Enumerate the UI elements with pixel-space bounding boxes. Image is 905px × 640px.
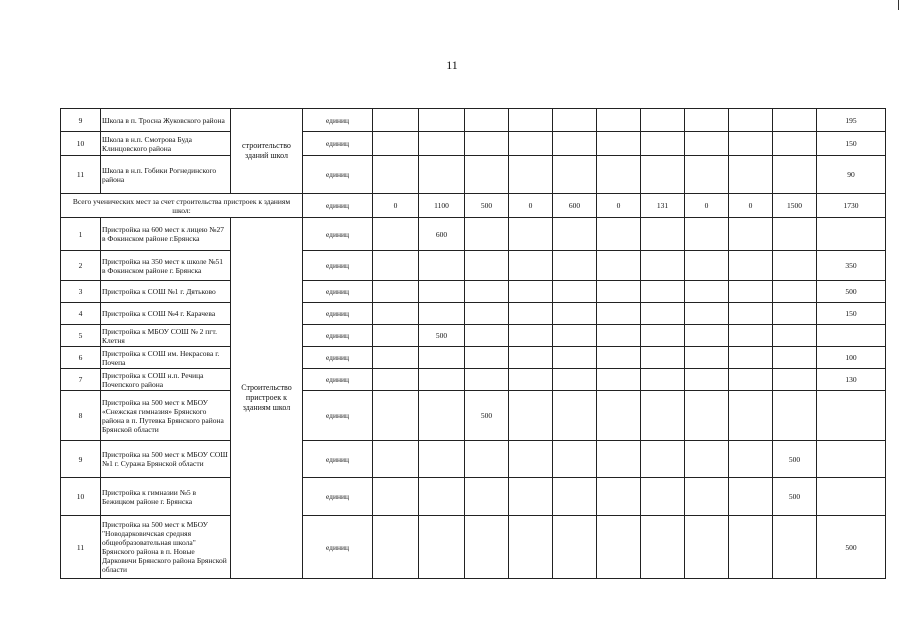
table-row — [61, 478, 886, 516]
value-cell — [509, 369, 553, 391]
row-number: 2 — [61, 251, 101, 281]
value-cell: 350 — [817, 251, 886, 281]
value-cell — [641, 347, 685, 369]
value-cell — [641, 132, 685, 156]
value-cell — [685, 156, 729, 194]
value-cell — [373, 325, 419, 347]
total-value: 1100 — [419, 194, 465, 218]
value-cell — [773, 391, 817, 441]
total-value: 0 — [509, 194, 553, 218]
value-cell — [465, 369, 509, 391]
value-cell: 500 — [419, 325, 465, 347]
value-cell — [373, 441, 419, 478]
row-number: 9 — [61, 441, 101, 478]
value-cell: 600 — [419, 218, 465, 251]
total-value: 0 — [729, 194, 773, 218]
row-number: 11 — [61, 516, 101, 579]
value-cell — [597, 391, 641, 441]
value-cell — [729, 303, 773, 325]
row-number: 1 — [61, 218, 101, 251]
value-cell — [817, 478, 886, 516]
value-cell — [419, 303, 465, 325]
object-name: Школа в н.п. Смотрова Буда Клинцовского района — [101, 132, 231, 156]
value-cell: 195 — [817, 109, 886, 132]
table-row — [61, 303, 886, 325]
object-name: Пристройка на 500 мест к МБОУ «Снежская гимназия» Брянского района в п. Путевка Брянского района Брянской области — [101, 391, 231, 441]
value-cell — [509, 347, 553, 369]
value-cell — [553, 391, 597, 441]
value-cell — [373, 156, 419, 194]
value-cell — [373, 281, 419, 303]
value-cell: 500 — [465, 391, 509, 441]
value-cell — [419, 109, 465, 132]
value-cell — [597, 156, 641, 194]
value-cell — [419, 156, 465, 194]
total-value: 600 — [553, 194, 597, 218]
value-cell — [509, 218, 553, 251]
value-cell — [509, 156, 553, 194]
value-cell — [373, 132, 419, 156]
value-cell — [773, 369, 817, 391]
table-row — [61, 347, 886, 369]
value-cell: 500 — [773, 478, 817, 516]
unit-cell: единиц — [303, 441, 373, 478]
value-cell — [641, 369, 685, 391]
table-row — [61, 325, 886, 347]
value-cell — [817, 325, 886, 347]
table-row — [61, 156, 886, 194]
value-cell — [685, 347, 729, 369]
total-value: 0 — [597, 194, 641, 218]
value-cell — [641, 303, 685, 325]
value-cell — [773, 251, 817, 281]
unit-cell: единиц — [303, 109, 373, 132]
value-cell: 150 — [817, 132, 886, 156]
object-name: Пристройка на 500 мест к МБОУ СОШ №1 г. Суража Брянской области — [101, 441, 231, 478]
value-cell — [419, 132, 465, 156]
value-cell — [773, 325, 817, 347]
value-cell — [373, 218, 419, 251]
value-cell — [729, 325, 773, 347]
unit-cell: единиц — [303, 303, 373, 325]
value-cell — [685, 325, 729, 347]
value-cell — [729, 441, 773, 478]
table-row — [61, 218, 886, 251]
value-cell — [641, 391, 685, 441]
value-cell — [465, 251, 509, 281]
value-cell — [465, 516, 509, 579]
value-cell — [553, 251, 597, 281]
value-cell: 100 — [817, 347, 886, 369]
scan-edge-mark — [898, 0, 899, 10]
object-name: Пристройка к СОШ н.п. Речица Почепского района — [101, 369, 231, 391]
unit-cell: единиц — [303, 156, 373, 194]
table-row — [61, 369, 886, 391]
value-cell — [419, 281, 465, 303]
unit-cell: единиц — [303, 132, 373, 156]
object-name: Школа в п. Тросна Жуковского района — [101, 109, 231, 132]
object-name: Пристройка к СОШ №4 г. Карачева — [101, 303, 231, 325]
row-number: 5 — [61, 325, 101, 347]
value-cell — [419, 347, 465, 369]
object-name: Пристройка к СОШ №1 г. Дятьково — [101, 281, 231, 303]
value-cell — [419, 251, 465, 281]
value-cell — [685, 478, 729, 516]
value-cell — [419, 516, 465, 579]
value-cell — [465, 325, 509, 347]
value-cell — [773, 347, 817, 369]
value-cell — [773, 281, 817, 303]
total-value: 500 — [465, 194, 509, 218]
value-cell — [597, 303, 641, 325]
row-number: 3 — [61, 281, 101, 303]
value-cell — [685, 391, 729, 441]
value-cell — [641, 218, 685, 251]
value-cell: 150 — [817, 303, 886, 325]
value-cell — [729, 156, 773, 194]
value-cell — [729, 369, 773, 391]
value-cell — [641, 109, 685, 132]
value-cell: 90 — [817, 156, 886, 194]
value-cell: 500 — [817, 516, 886, 579]
value-cell — [597, 281, 641, 303]
object-name: Пристройка к СОШ им. Некрасова г. Почепа — [101, 347, 231, 369]
value-cell — [773, 156, 817, 194]
value-cell — [553, 109, 597, 132]
value-cell — [509, 132, 553, 156]
value-cell — [509, 303, 553, 325]
value-cell — [597, 478, 641, 516]
table-row — [61, 251, 886, 281]
row-number: 10 — [61, 132, 101, 156]
value-cell — [729, 132, 773, 156]
total-row — [61, 194, 886, 218]
value-cell — [641, 441, 685, 478]
table-row — [61, 109, 886, 132]
row-number: 11 — [61, 156, 101, 194]
value-cell — [685, 281, 729, 303]
value-cell — [419, 478, 465, 516]
value-cell — [729, 347, 773, 369]
value-cell — [641, 251, 685, 281]
value-cell — [729, 516, 773, 579]
value-cell: 500 — [773, 441, 817, 478]
unit-cell: единиц — [303, 516, 373, 579]
unit-cell: единиц — [303, 347, 373, 369]
value-cell — [553, 281, 597, 303]
value-cell — [373, 109, 419, 132]
value-cell — [641, 281, 685, 303]
table-row — [61, 132, 886, 156]
value-cell — [553, 303, 597, 325]
school-places-table — [60, 108, 886, 579]
value-cell — [465, 303, 509, 325]
object-name: Пристройка к гимназии №5 в Бежицком районе г. Брянска — [101, 478, 231, 516]
value-cell — [597, 132, 641, 156]
value-cell — [553, 516, 597, 579]
value-cell — [685, 251, 729, 281]
value-cell — [509, 516, 553, 579]
value-cell — [509, 391, 553, 441]
value-cell: 130 — [817, 369, 886, 391]
unit-cell: единиц — [303, 325, 373, 347]
total-value: 0 — [373, 194, 419, 218]
object-name: Школа в н.п. Гобики Рогнединского района — [101, 156, 231, 194]
value-cell — [597, 347, 641, 369]
value-cell — [553, 156, 597, 194]
value-cell — [553, 218, 597, 251]
value-cell — [729, 109, 773, 132]
value-cell — [729, 251, 773, 281]
unit-cell: единиц — [303, 251, 373, 281]
value-cell: 500 — [817, 281, 886, 303]
table-row — [61, 516, 886, 579]
value-cell — [597, 218, 641, 251]
value-cell — [729, 281, 773, 303]
value-cell — [465, 281, 509, 303]
value-cell — [685, 109, 729, 132]
value-cell — [373, 251, 419, 281]
value-cell — [373, 391, 419, 441]
row-number: 6 — [61, 347, 101, 369]
value-cell — [773, 132, 817, 156]
value-cell — [465, 156, 509, 194]
total-label: Всего ученических мест за счет строительства пристроек к зданиям школ: — [61, 194, 303, 218]
value-cell — [597, 369, 641, 391]
value-cell — [641, 516, 685, 579]
value-cell — [373, 347, 419, 369]
value-cell — [509, 109, 553, 132]
value-cell — [817, 441, 886, 478]
row-number: 8 — [61, 391, 101, 441]
value-cell — [641, 325, 685, 347]
unit-cell: единиц — [303, 478, 373, 516]
value-cell — [685, 441, 729, 478]
value-cell — [641, 478, 685, 516]
value-cell — [685, 132, 729, 156]
value-cell — [419, 441, 465, 478]
value-cell — [773, 109, 817, 132]
value-cell — [597, 516, 641, 579]
value-cell — [373, 303, 419, 325]
value-cell — [553, 369, 597, 391]
value-cell — [773, 303, 817, 325]
object-name: Пристройка на 350 мест к школе №51 в Фокинском районе г. Брянска — [101, 251, 231, 281]
value-cell — [419, 369, 465, 391]
value-cell — [465, 132, 509, 156]
value-cell — [509, 441, 553, 478]
value-cell — [685, 303, 729, 325]
value-cell — [729, 478, 773, 516]
purpose-cell: Строительство пристроек к зданиям школ — [231, 218, 303, 579]
row-number: 4 — [61, 303, 101, 325]
value-cell — [419, 391, 465, 441]
value-cell — [509, 251, 553, 281]
value-cell — [685, 218, 729, 251]
total-value: 1730 — [817, 194, 886, 218]
value-cell — [729, 218, 773, 251]
object-name: Пристройка к МБОУ СОШ № 2 пгт. Клетня — [101, 325, 231, 347]
table-row — [61, 281, 886, 303]
unit-cell: единиц — [303, 218, 373, 251]
value-cell — [597, 251, 641, 281]
value-cell — [817, 391, 886, 441]
page-number: 11 — [446, 58, 458, 72]
value-cell — [773, 516, 817, 579]
value-cell — [685, 369, 729, 391]
row-number: 10 — [61, 478, 101, 516]
unit-cell: единиц — [303, 369, 373, 391]
value-cell — [729, 391, 773, 441]
total-value: 0 — [685, 194, 729, 218]
value-cell — [509, 325, 553, 347]
value-cell — [373, 516, 419, 579]
unit-cell: единиц — [303, 194, 373, 218]
value-cell — [373, 478, 419, 516]
value-cell — [597, 325, 641, 347]
value-cell — [465, 218, 509, 251]
unit-cell: единиц — [303, 281, 373, 303]
value-cell — [465, 109, 509, 132]
value-cell — [553, 325, 597, 347]
value-cell — [817, 218, 886, 251]
unit-cell: единиц — [303, 391, 373, 441]
value-cell — [597, 109, 641, 132]
table-row — [61, 441, 886, 478]
object-name: Пристройка на 500 мест к МБОУ "Новодарковичская средняя общеобразовательная школа" Брянского района в п. Новые Дарковичи Брянского района Брянской области — [101, 516, 231, 579]
total-value: 131 — [641, 194, 685, 218]
row-number: 7 — [61, 369, 101, 391]
value-cell — [553, 441, 597, 478]
object-name: Пристройка на 600 мест к лицею №27 в Фокинском районе г.Брянска — [101, 218, 231, 251]
value-cell — [773, 218, 817, 251]
value-cell — [465, 441, 509, 478]
value-cell — [509, 478, 553, 516]
value-cell — [465, 347, 509, 369]
value-cell — [685, 516, 729, 579]
value-cell — [509, 281, 553, 303]
table-row — [61, 391, 886, 441]
value-cell — [553, 347, 597, 369]
value-cell — [553, 132, 597, 156]
value-cell — [597, 441, 641, 478]
row-number: 9 — [61, 109, 101, 132]
purpose-cell: строительство зданий школ — [231, 109, 303, 194]
value-cell — [373, 369, 419, 391]
value-cell — [553, 478, 597, 516]
value-cell — [641, 156, 685, 194]
value-cell — [465, 478, 509, 516]
total-value: 1500 — [773, 194, 817, 218]
